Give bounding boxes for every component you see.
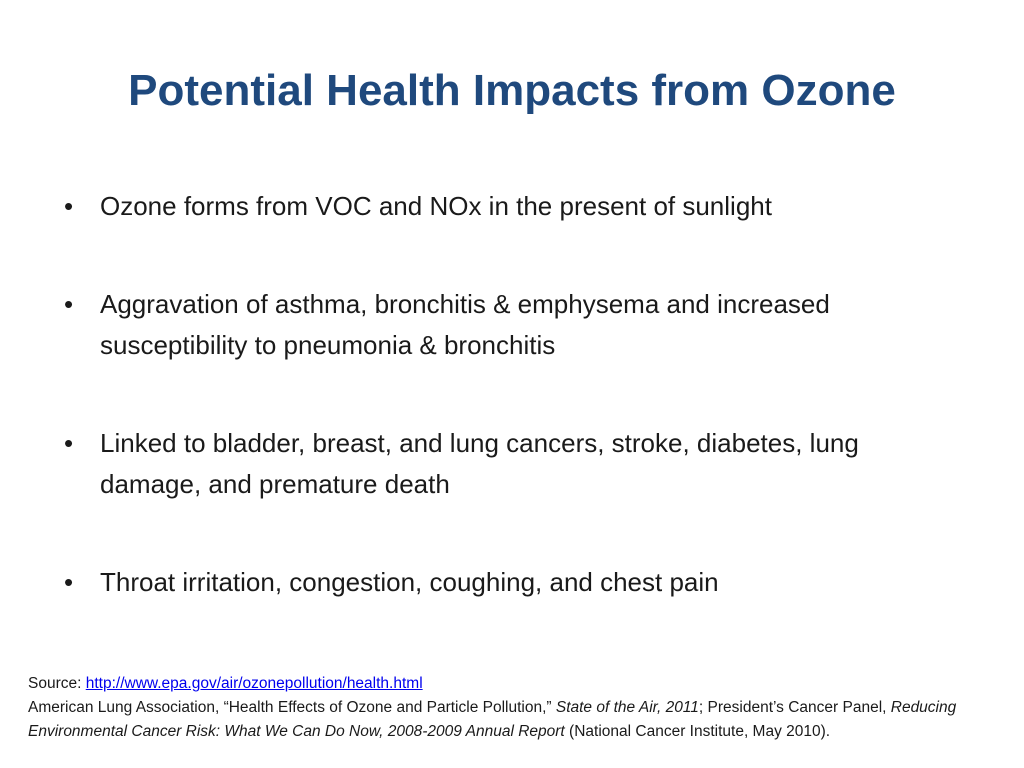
bullet-item: • Linked to bladder, breast, and lung cancers, stroke, diabetes, lung damage, and premature death [60, 423, 960, 505]
bullet-item: • Aggravation of asthma, bronchitis & emphysema and increased susceptibility to pneumonia & bronchitis [60, 284, 960, 366]
citation-italic: Reducing Environmental Cancer Risk: What We Can Do Now, 2008-2009 Annual Report [28, 699, 957, 740]
source-link[interactable]: http://www.epa.gov/air/ozonepollution/health.html [85, 675, 423, 692]
source-line [28, 672, 1008, 696]
citation-part: (National Cancer Institute, May 2010). [564, 723, 831, 740]
bullet-item: • Ozone forms from VOC and NOx in the present of sunlight [60, 186, 960, 227]
slide-title: Potential Health Impacts from Ozone [128, 66, 896, 115]
bullet-item: • Throat irritation, congestion, coughing, and chest pain [60, 562, 960, 603]
bullet-list [60, 186, 960, 660]
citation-text [28, 696, 1008, 744]
source-citation [28, 672, 1008, 744]
citation-italic: State of the Air, 2011 [555, 699, 699, 716]
citation-part: American Lung Association, “Health Effects of Ozone and Particle Pollution,” [28, 699, 556, 716]
source-label: Source: [28, 675, 86, 692]
citation-part: ; President’s Cancer Panel, [698, 699, 891, 716]
